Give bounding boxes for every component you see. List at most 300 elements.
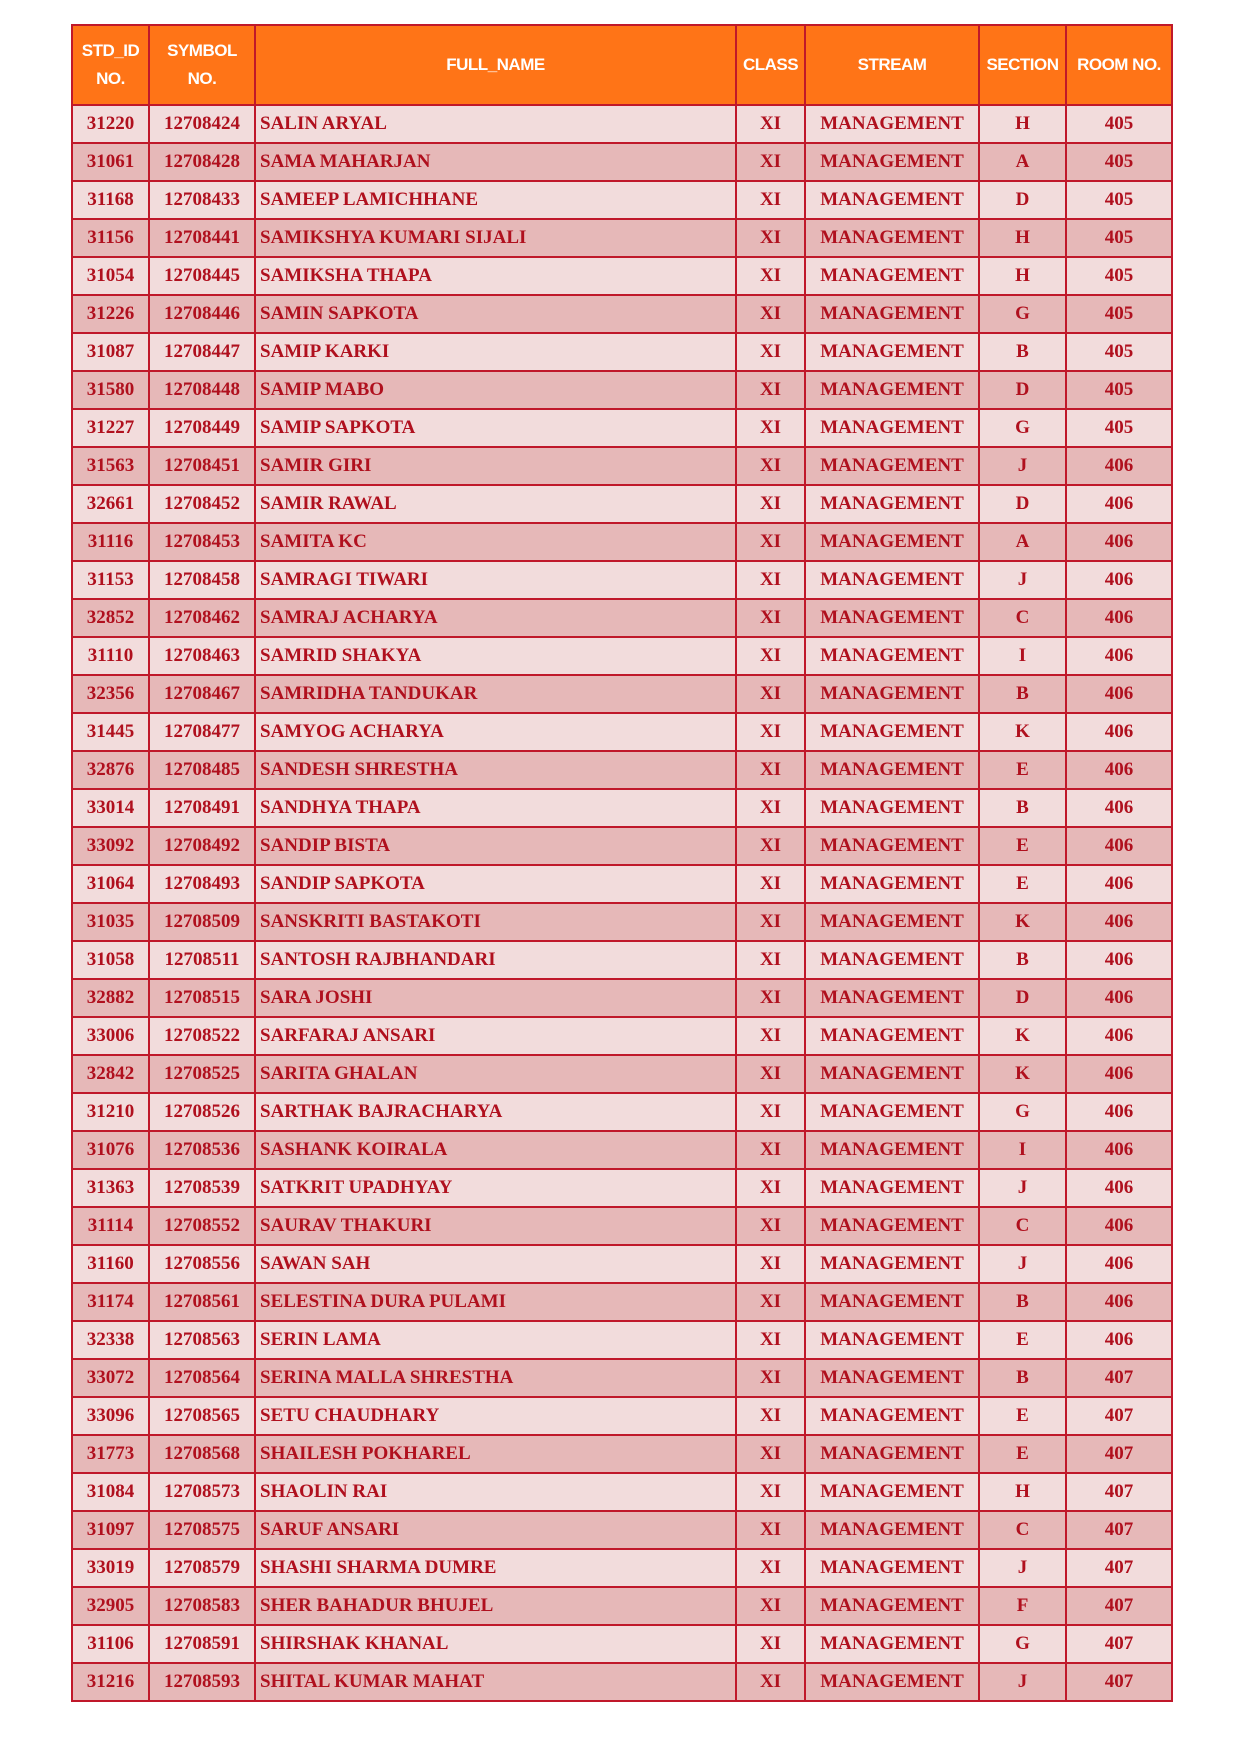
std-id-cell: 33096 (72, 1397, 149, 1435)
std-id-cell: 33092 (72, 827, 149, 865)
table-row (72, 257, 1172, 295)
header-std-id: STD_ID NO. (72, 25, 149, 105)
table-row (72, 1435, 1172, 1473)
full-name-cell: SAMEEP LAMICHHANE (255, 181, 736, 219)
std-id-cell: 31061 (72, 143, 149, 181)
symbol-no-cell: 12708463 (149, 637, 255, 675)
table-row (72, 903, 1172, 941)
section-cell: J (979, 1549, 1066, 1587)
section-cell: B (979, 789, 1066, 827)
section-cell: E (979, 865, 1066, 903)
std-id-cell: 31116 (72, 523, 149, 561)
std-id-cell: 31156 (72, 219, 149, 257)
class-cell: XI (736, 1663, 805, 1701)
std-id-cell: 33072 (72, 1359, 149, 1397)
std-id-cell: 31168 (72, 181, 149, 219)
class-cell: XI (736, 1511, 805, 1549)
std-id-cell: 31174 (72, 1283, 149, 1321)
std-id-cell: 32905 (72, 1587, 149, 1625)
std-id-cell: 31054 (72, 257, 149, 295)
room-no-cell: 406 (1066, 637, 1172, 675)
std-id-cell: 31210 (72, 1093, 149, 1131)
student-roster-table (71, 24, 1173, 1702)
section-cell: I (979, 1131, 1066, 1169)
table-row (72, 713, 1172, 751)
table-row (72, 1207, 1172, 1245)
class-cell: XI (736, 1169, 805, 1207)
full-name-cell: SASHANK KOIRALA (255, 1131, 736, 1169)
stream-cell: MANAGEMENT (805, 409, 979, 447)
stream-cell: MANAGEMENT (805, 1017, 979, 1055)
stream-cell: MANAGEMENT (805, 903, 979, 941)
class-cell: XI (736, 561, 805, 599)
table-row (72, 333, 1172, 371)
std-id-cell: 31106 (72, 1625, 149, 1663)
stream-cell: MANAGEMENT (805, 371, 979, 409)
class-cell: XI (736, 523, 805, 561)
section-cell: K (979, 903, 1066, 941)
symbol-no-cell: 12708564 (149, 1359, 255, 1397)
class-cell: XI (736, 1207, 805, 1245)
class-cell: XI (736, 257, 805, 295)
room-no-cell: 406 (1066, 827, 1172, 865)
full-name-cell: SAMIKSHYA KUMARI SIJALI (255, 219, 736, 257)
section-cell: B (979, 333, 1066, 371)
room-no-cell: 406 (1066, 523, 1172, 561)
full-name-cell: SERINA MALLA SHRESTHA (255, 1359, 736, 1397)
symbol-no-cell: 12708445 (149, 257, 255, 295)
class-cell: XI (736, 599, 805, 637)
stream-cell: MANAGEMENT (805, 485, 979, 523)
class-cell: XI (736, 1017, 805, 1055)
table-row (72, 789, 1172, 827)
class-cell: XI (736, 1359, 805, 1397)
room-no-cell: 406 (1066, 1055, 1172, 1093)
full-name-cell: SETU CHAUDHARY (255, 1397, 736, 1435)
symbol-no-cell: 12708573 (149, 1473, 255, 1511)
room-no-cell: 406 (1066, 1245, 1172, 1283)
table-row (72, 409, 1172, 447)
room-no-cell: 406 (1066, 599, 1172, 637)
room-no-cell: 406 (1066, 713, 1172, 751)
room-no-cell: 405 (1066, 371, 1172, 409)
symbol-no-cell: 12708467 (149, 675, 255, 713)
section-cell: J (979, 1245, 1066, 1283)
section-cell: J (979, 447, 1066, 485)
symbol-no-cell: 12708493 (149, 865, 255, 903)
full-name-cell: SAMIKSHA THAPA (255, 257, 736, 295)
stream-cell: MANAGEMENT (805, 865, 979, 903)
class-cell: XI (736, 1549, 805, 1587)
class-cell: XI (736, 941, 805, 979)
section-cell: G (979, 1093, 1066, 1131)
stream-cell: MANAGEMENT (805, 1283, 979, 1321)
header-symbol-no: SYMBOL NO. (149, 25, 255, 105)
table-row (72, 599, 1172, 637)
table-row (72, 751, 1172, 789)
section-cell: E (979, 827, 1066, 865)
room-no-cell: 405 (1066, 143, 1172, 181)
symbol-no-cell: 12708449 (149, 409, 255, 447)
full-name-cell: SANSKRITI BASTAKOTI (255, 903, 736, 941)
room-no-cell: 405 (1066, 295, 1172, 333)
stream-cell: MANAGEMENT (805, 143, 979, 181)
symbol-no-cell: 12708458 (149, 561, 255, 599)
stream-cell: MANAGEMENT (805, 675, 979, 713)
class-cell: XI (736, 1587, 805, 1625)
section-cell: H (979, 1473, 1066, 1511)
table-row (72, 1169, 1172, 1207)
std-id-cell: 31227 (72, 409, 149, 447)
std-id-cell: 32338 (72, 1321, 149, 1359)
full-name-cell: SARTHAK BAJRACHARYA (255, 1093, 736, 1131)
section-cell: A (979, 143, 1066, 181)
class-cell: XI (736, 751, 805, 789)
section-cell: K (979, 713, 1066, 751)
room-no-cell: 405 (1066, 257, 1172, 295)
symbol-no-cell: 12708563 (149, 1321, 255, 1359)
symbol-no-cell: 12708451 (149, 447, 255, 485)
stream-cell: MANAGEMENT (805, 1207, 979, 1245)
class-cell: XI (736, 1625, 805, 1663)
stream-cell: MANAGEMENT (805, 295, 979, 333)
section-cell: B (979, 1283, 1066, 1321)
section-cell: D (979, 979, 1066, 1017)
full-name-cell: SAMITA KC (255, 523, 736, 561)
symbol-no-cell: 12708448 (149, 371, 255, 409)
class-cell: XI (736, 333, 805, 371)
stream-cell: MANAGEMENT (805, 561, 979, 599)
room-no-cell: 407 (1066, 1549, 1172, 1587)
symbol-no-cell: 12708477 (149, 713, 255, 751)
full-name-cell: SAMRIDHA TANDUKAR (255, 675, 736, 713)
section-cell: B (979, 675, 1066, 713)
section-cell: E (979, 751, 1066, 789)
table-row (72, 1093, 1172, 1131)
std-id-cell: 31445 (72, 713, 149, 751)
class-cell: XI (736, 1435, 805, 1473)
table-row (72, 979, 1172, 1017)
stream-cell: MANAGEMENT (805, 713, 979, 751)
std-id-cell: 33014 (72, 789, 149, 827)
table-row (72, 1245, 1172, 1283)
class-cell: XI (736, 1283, 805, 1321)
symbol-no-cell: 12708515 (149, 979, 255, 1017)
stream-cell: MANAGEMENT (805, 827, 979, 865)
full-name-cell: SAMRAGI TIWARI (255, 561, 736, 599)
full-name-cell: SAWAN SAH (255, 1245, 736, 1283)
stream-cell: MANAGEMENT (805, 105, 979, 143)
symbol-no-cell: 12708568 (149, 1435, 255, 1473)
table-row (72, 1283, 1172, 1321)
symbol-no-cell: 12708511 (149, 941, 255, 979)
symbol-no-cell: 12708556 (149, 1245, 255, 1283)
stream-cell: MANAGEMENT (805, 941, 979, 979)
stream-cell: MANAGEMENT (805, 1549, 979, 1587)
stream-cell: MANAGEMENT (805, 1359, 979, 1397)
symbol-no-cell: 12708593 (149, 1663, 255, 1701)
symbol-no-cell: 12708433 (149, 181, 255, 219)
section-cell: C (979, 599, 1066, 637)
stream-cell: MANAGEMENT (805, 637, 979, 675)
table-row (72, 1131, 1172, 1169)
section-cell: G (979, 1625, 1066, 1663)
section-cell: B (979, 941, 1066, 979)
section-cell: E (979, 1397, 1066, 1435)
full-name-cell: SARA JOSHI (255, 979, 736, 1017)
class-cell: XI (736, 1397, 805, 1435)
symbol-no-cell: 12708525 (149, 1055, 255, 1093)
full-name-cell: SANTOSH RAJBHANDARI (255, 941, 736, 979)
symbol-no-cell: 12708552 (149, 1207, 255, 1245)
full-name-cell: SHAOLIN RAI (255, 1473, 736, 1511)
section-cell: K (979, 1055, 1066, 1093)
stream-cell: MANAGEMENT (805, 1321, 979, 1359)
section-cell: D (979, 181, 1066, 219)
full-name-cell: SAMIN SAPKOTA (255, 295, 736, 333)
full-name-cell: SHITAL KUMAR MAHAT (255, 1663, 736, 1701)
room-no-cell: 406 (1066, 1169, 1172, 1207)
room-no-cell: 405 (1066, 181, 1172, 219)
class-cell: XI (736, 1245, 805, 1283)
stream-cell: MANAGEMENT (805, 1397, 979, 1435)
stream-cell: MANAGEMENT (805, 219, 979, 257)
room-no-cell: 406 (1066, 1017, 1172, 1055)
std-id-cell: 31114 (72, 1207, 149, 1245)
stream-cell: MANAGEMENT (805, 1435, 979, 1473)
full-name-cell: SHIRSHAK KHANAL (255, 1625, 736, 1663)
class-cell: XI (736, 1055, 805, 1093)
std-id-cell: 32661 (72, 485, 149, 523)
table-row (72, 1663, 1172, 1701)
table-row (72, 1397, 1172, 1435)
room-no-cell: 406 (1066, 675, 1172, 713)
std-id-cell: 31153 (72, 561, 149, 599)
full-name-cell: SAURAV THAKURI (255, 1207, 736, 1245)
stream-cell: MANAGEMENT (805, 1093, 979, 1131)
section-cell: E (979, 1435, 1066, 1473)
table-row (72, 523, 1172, 561)
symbol-no-cell: 12708447 (149, 333, 255, 371)
stream-cell: MANAGEMENT (805, 979, 979, 1017)
section-cell: H (979, 257, 1066, 295)
symbol-no-cell: 12708561 (149, 1283, 255, 1321)
table-row (72, 865, 1172, 903)
table-row (72, 675, 1172, 713)
room-no-cell: 407 (1066, 1587, 1172, 1625)
room-no-cell: 407 (1066, 1625, 1172, 1663)
full-name-cell: SARITA GHALAN (255, 1055, 736, 1093)
class-cell: XI (736, 409, 805, 447)
section-cell: B (979, 1359, 1066, 1397)
room-no-cell: 407 (1066, 1397, 1172, 1435)
symbol-no-cell: 12708492 (149, 827, 255, 865)
std-id-cell: 32356 (72, 675, 149, 713)
table-row (72, 295, 1172, 333)
symbol-no-cell: 12708509 (149, 903, 255, 941)
section-cell: C (979, 1207, 1066, 1245)
room-no-cell: 406 (1066, 865, 1172, 903)
symbol-no-cell: 12708424 (149, 105, 255, 143)
full-name-cell: SAMA MAHARJAN (255, 143, 736, 181)
full-name-cell: SAMYOG ACHARYA (255, 713, 736, 751)
table-row (72, 561, 1172, 599)
symbol-no-cell: 12708536 (149, 1131, 255, 1169)
class-cell: XI (736, 371, 805, 409)
room-no-cell: 407 (1066, 1359, 1172, 1397)
table-header-row (72, 25, 1172, 105)
std-id-cell: 32876 (72, 751, 149, 789)
section-cell: J (979, 1663, 1066, 1701)
table-row (72, 371, 1172, 409)
table-row (72, 447, 1172, 485)
stream-cell: MANAGEMENT (805, 789, 979, 827)
symbol-no-cell: 12708453 (149, 523, 255, 561)
table-row (72, 143, 1172, 181)
stream-cell: MANAGEMENT (805, 1625, 979, 1663)
room-no-cell: 406 (1066, 903, 1172, 941)
std-id-cell: 31087 (72, 333, 149, 371)
class-cell: XI (736, 1473, 805, 1511)
stream-cell: MANAGEMENT (805, 599, 979, 637)
full-name-cell: SHAILESH POKHAREL (255, 1435, 736, 1473)
full-name-cell: SAMIR GIRI (255, 447, 736, 485)
room-no-cell: 407 (1066, 1473, 1172, 1511)
class-cell: XI (736, 181, 805, 219)
class-cell: XI (736, 485, 805, 523)
std-id-cell: 33019 (72, 1549, 149, 1587)
symbol-no-cell: 12708565 (149, 1397, 255, 1435)
room-no-cell: 407 (1066, 1435, 1172, 1473)
std-id-cell: 31035 (72, 903, 149, 941)
std-id-cell: 31773 (72, 1435, 149, 1473)
room-no-cell: 407 (1066, 1511, 1172, 1549)
table-row (72, 181, 1172, 219)
section-cell: J (979, 561, 1066, 599)
std-id-cell: 32852 (72, 599, 149, 637)
symbol-no-cell: 12708539 (149, 1169, 255, 1207)
stream-cell: MANAGEMENT (805, 333, 979, 371)
full-name-cell: SAMRAJ ACHARYA (255, 599, 736, 637)
section-cell: A (979, 523, 1066, 561)
header-section: SECTION (979, 25, 1066, 105)
std-id-cell: 31058 (72, 941, 149, 979)
table-row (72, 1017, 1172, 1055)
full-name-cell: SANDIP BISTA (255, 827, 736, 865)
room-no-cell: 406 (1066, 1283, 1172, 1321)
room-no-cell: 405 (1066, 333, 1172, 371)
full-name-cell: SANDIP SAPKOTA (255, 865, 736, 903)
table-row (72, 1359, 1172, 1397)
std-id-cell: 31563 (72, 447, 149, 485)
symbol-no-cell: 12708522 (149, 1017, 255, 1055)
std-id-cell: 31160 (72, 1245, 149, 1283)
std-id-cell: 31064 (72, 865, 149, 903)
full-name-cell: SATKRIT UPADHYAY (255, 1169, 736, 1207)
room-no-cell: 405 (1066, 105, 1172, 143)
stream-cell: MANAGEMENT (805, 523, 979, 561)
class-cell: XI (736, 903, 805, 941)
full-name-cell: SARFARAJ ANSARI (255, 1017, 736, 1055)
symbol-no-cell: 12708485 (149, 751, 255, 789)
section-cell: J (979, 1169, 1066, 1207)
section-cell: F (979, 1587, 1066, 1625)
class-cell: XI (736, 219, 805, 257)
table-body (72, 105, 1172, 1701)
stream-cell: MANAGEMENT (805, 1473, 979, 1511)
stream-cell: MANAGEMENT (805, 1055, 979, 1093)
class-cell: XI (736, 105, 805, 143)
table-row (72, 1511, 1172, 1549)
stream-cell: MANAGEMENT (805, 1169, 979, 1207)
full-name-cell: SELESTINA DURA PULAMI (255, 1283, 736, 1321)
full-name-cell: SHER BAHADUR BHUJEL (255, 1587, 736, 1625)
section-cell: H (979, 105, 1066, 143)
room-no-cell: 406 (1066, 789, 1172, 827)
section-cell: I (979, 637, 1066, 675)
table-row (72, 637, 1172, 675)
std-id-cell: 31580 (72, 371, 149, 409)
room-no-cell: 406 (1066, 447, 1172, 485)
symbol-no-cell: 12708526 (149, 1093, 255, 1131)
header-room-no: ROOM NO. (1066, 25, 1172, 105)
table-row (72, 485, 1172, 523)
table-row (72, 1473, 1172, 1511)
class-cell: XI (736, 295, 805, 333)
section-cell: H (979, 219, 1066, 257)
full-name-cell: SALIN ARYAL (255, 105, 736, 143)
room-no-cell: 406 (1066, 941, 1172, 979)
std-id-cell: 32882 (72, 979, 149, 1017)
room-no-cell: 405 (1066, 409, 1172, 447)
symbol-no-cell: 12708441 (149, 219, 255, 257)
std-id-cell: 31084 (72, 1473, 149, 1511)
class-cell: XI (736, 1131, 805, 1169)
table-row (72, 1625, 1172, 1663)
table-row (72, 105, 1172, 143)
symbol-no-cell: 12708452 (149, 485, 255, 523)
header-stream: STREAM (805, 25, 979, 105)
room-no-cell: 406 (1066, 1207, 1172, 1245)
class-cell: XI (736, 143, 805, 181)
stream-cell: MANAGEMENT (805, 1131, 979, 1169)
stream-cell: MANAGEMENT (805, 1663, 979, 1701)
stream-cell: MANAGEMENT (805, 1511, 979, 1549)
class-cell: XI (736, 865, 805, 903)
stream-cell: MANAGEMENT (805, 1587, 979, 1625)
room-no-cell: 406 (1066, 979, 1172, 1017)
std-id-cell: 31220 (72, 105, 149, 143)
std-id-cell: 31226 (72, 295, 149, 333)
table-row (72, 1321, 1172, 1359)
std-id-cell: 31076 (72, 1131, 149, 1169)
class-cell: XI (736, 713, 805, 751)
std-id-cell: 31110 (72, 637, 149, 675)
stream-cell: MANAGEMENT (805, 257, 979, 295)
class-cell: XI (736, 637, 805, 675)
full-name-cell: SAMIP SAPKOTA (255, 409, 736, 447)
section-cell: C (979, 1511, 1066, 1549)
class-cell: XI (736, 675, 805, 713)
symbol-no-cell: 12708428 (149, 143, 255, 181)
table-row (72, 941, 1172, 979)
class-cell: XI (736, 979, 805, 1017)
class-cell: XI (736, 1321, 805, 1359)
section-cell: D (979, 485, 1066, 523)
full-name-cell: SHASHI SHARMA DUMRE (255, 1549, 736, 1587)
full-name-cell: SAMRID SHAKYA (255, 637, 736, 675)
section-cell: K (979, 1017, 1066, 1055)
